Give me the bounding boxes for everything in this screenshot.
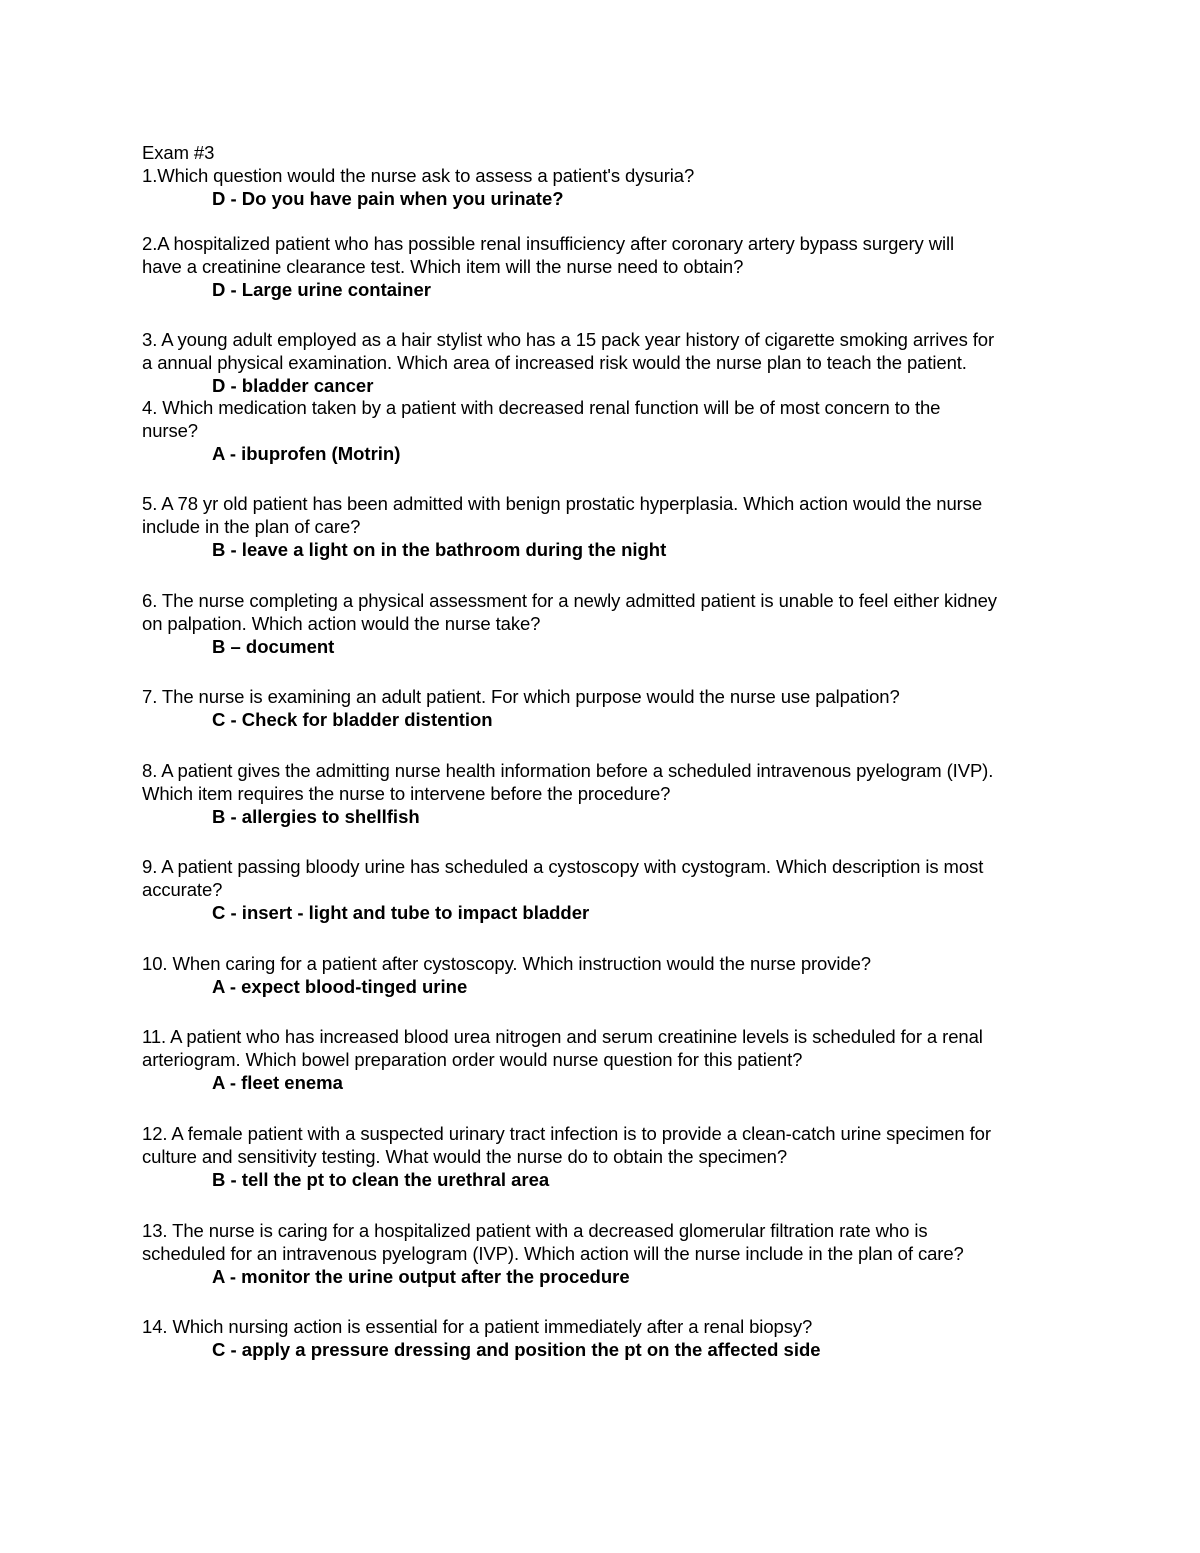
question-11-line-1: 11. A patient who has increased blood urea nitrogen and serum creatinine levels is scheduled for a renal [142,1026,983,1047]
question-1-line-1: 1.Which question would the nurse ask to assess a patient's dysuria? [142,165,695,186]
question-14-answer: C - apply a pressure dressing and position the pt on the affected side [212,1339,821,1360]
question-12-answer: B - tell the pt to clean the urethral area [212,1169,550,1190]
question-4-line-1: 4. Which medication taken by a patient with decreased renal function will be of most concern to the [142,397,941,418]
question-5-line-1: 5. A 78 yr old patient has been admitted with benign prostatic hyperplasia. Which action would the nurse [142,493,983,514]
question-9-line-1: 9. A patient passing bloody urine has scheduled a cystoscopy with cystogram. Which description is most [142,856,984,877]
question-11-line-2: arteriogram. Which bowel preparation order would nurse question for this patient? [142,1049,803,1070]
question-3-answer: D - bladder cancer [212,375,374,396]
question-8-line-2: Which item requires the nurse to intervene before the procedure? [142,783,671,804]
question-6-line-1: 6. The nurse completing a physical assessment for a newly admitted patient is unable to feel either kidney [142,590,997,611]
question-12-line-2: culture and sensitivity testing. What would the nurse do to obtain the specimen? [142,1146,788,1167]
question-2-line-2: have a creatinine clearance test. Which item will the nurse need to obtain? [142,256,744,277]
question-10-answer: A - expect blood-tinged urine [212,976,468,997]
question-1-answer: D - Do you have pain when you urinate? [212,188,564,209]
question-6-line-2: on palpation. Which action would the nurse take? [142,613,541,634]
question-8-answer: B - allergies to shellfish [212,806,420,827]
document-title: Exam #3 [142,142,215,163]
question-4-answer: A - ibuprofen (Motrin) [212,443,401,464]
question-8-line-1: 8. A patient gives the admitting nurse health information before a scheduled intravenous pyelogram (IVP). [142,760,994,781]
question-5-answer: B - leave a light on in the bathroom during the night [212,539,667,560]
question-9-line-2: accurate? [142,879,223,900]
question-14-line-1: 14. Which nursing action is essential for a patient immediately after a renal biopsy? [142,1316,813,1337]
question-2-answer: D - Large urine container [212,279,431,300]
question-3-line-2: a annual physical examination. Which area of increased risk would the nurse plan to teach the patient. [142,352,967,373]
question-13-answer: A - monitor the urine output after the procedure [212,1266,630,1287]
question-9-answer: C - insert - light and tube to impact bladder [212,902,590,923]
question-7-answer: C - Check for bladder distention [212,709,493,730]
question-12-line-1: 12. A female patient with a suspected urinary tract infection is to provide a clean-catch urine specimen for [142,1123,991,1144]
question-5-line-2: include in the plan of care? [142,516,361,537]
question-3-line-1: 3. A young adult employed as a hair stylist who has a 15 pack year history of cigarette smoking arrives for [142,329,995,350]
question-7-line-1: 7. The nurse is examining an adult patient. For which purpose would the nurse use palpation? [142,686,900,707]
question-10-line-1: 10. When caring for a patient after cystoscopy. Which instruction would the nurse provide? [142,953,871,974]
question-11-answer: A - fleet enema [212,1072,343,1093]
question-13-line-1: 13. The nurse is caring for a hospitalized patient with a decreased glomerular filtration rate who is [142,1220,928,1241]
question-6-answer: B – document [212,636,335,657]
question-2-line-1: 2.A hospitalized patient who has possible renal insufficiency after coronary artery bypass surgery will [142,233,955,254]
question-4-line-2: nurse? [142,420,198,441]
question-13-line-2: scheduled for an intravenous pyelogram (IVP). Which action will the nurse include in the plan of care? [142,1243,964,1264]
